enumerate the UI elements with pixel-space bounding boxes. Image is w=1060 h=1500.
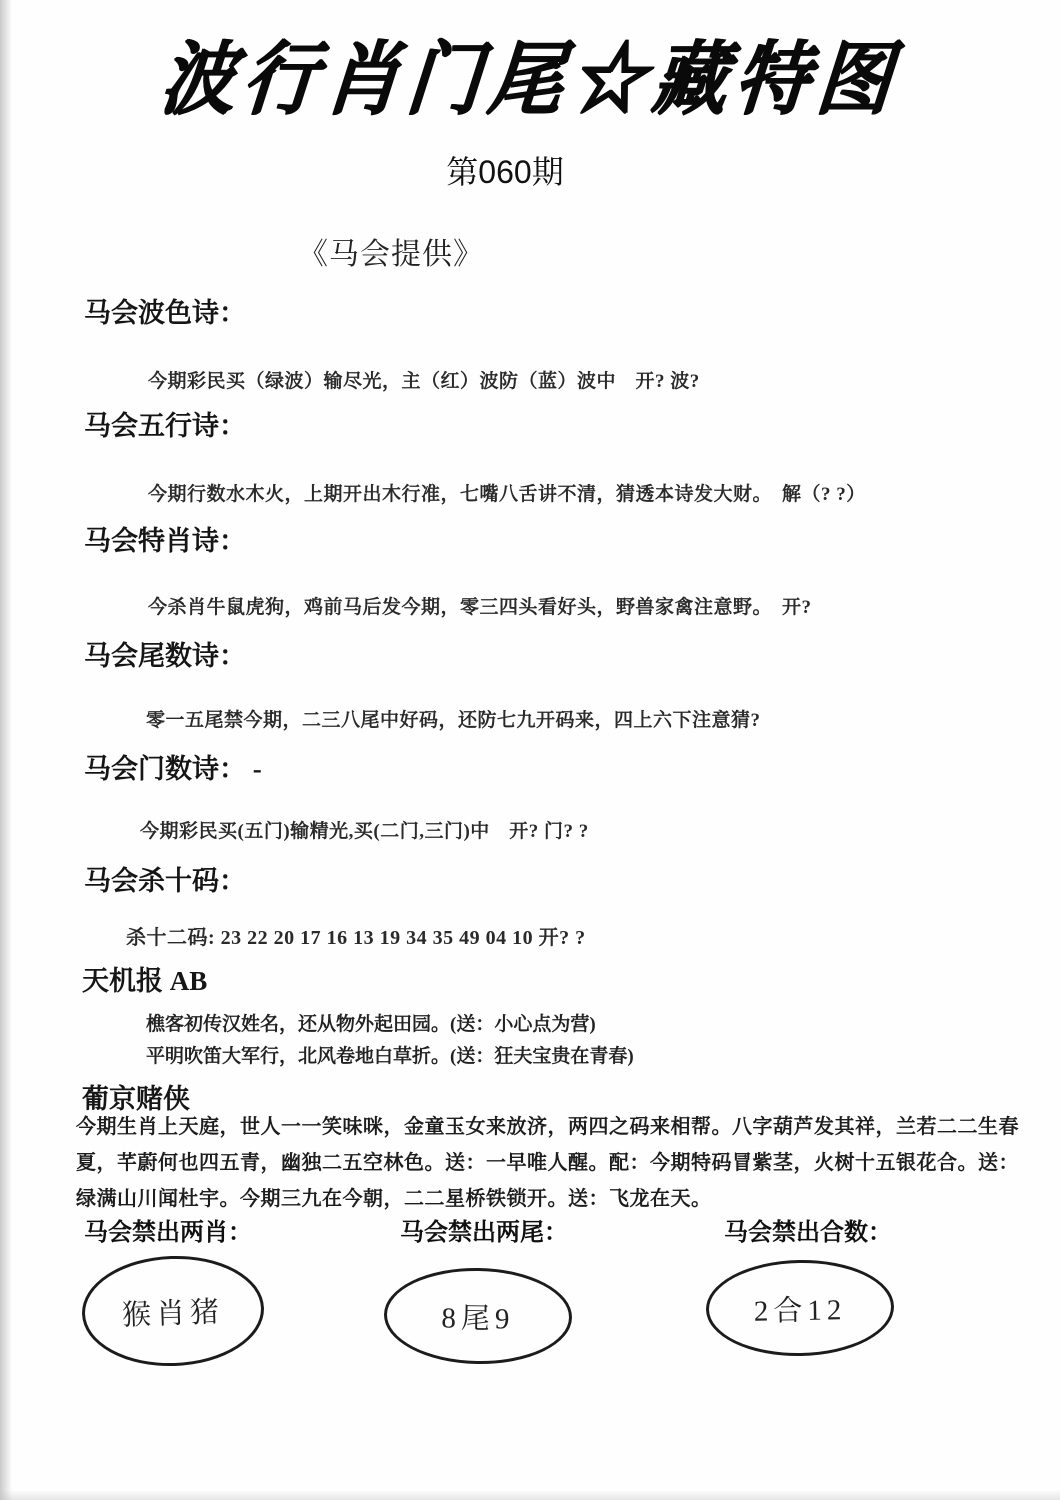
section-heading-shashima: 马会杀十码：: [84, 866, 246, 896]
issue-number: 第060期: [446, 154, 564, 190]
forbidden-zodiac-ellipse: [80, 1253, 266, 1369]
forbidden-tails-ellipse: [383, 1266, 573, 1365]
section-poem-bose: 今期彩民买（绿波）输尽光，主（红）波防（蓝）波中 开? 波?: [148, 371, 700, 392]
provider-note: 《马会提供》: [298, 238, 484, 271]
section-poem-menshu: 今期彩民买(五门)输精光,买(二门,三门)中 开? 门? ?: [140, 821, 589, 842]
section-heading-bose: 马会波色诗：: [84, 298, 246, 328]
section-heading-texiao: 马会特肖诗：: [84, 526, 246, 556]
section-heading-weishu: 马会尾数诗：: [84, 641, 246, 671]
pujing-paragraph-line-1: 今期生肖上天庭，世人一一笑味咪，金童玉女来放济，两四之码来相帮。八字葫芦发其祥，兰若二二生春: [76, 1116, 1019, 1138]
tianji-line-b: 平明吹笛大军行，北风卷地白草折。(送：狂夫宝贵在青春): [146, 1046, 634, 1067]
pujing-heading: 葡京赌侠: [82, 1084, 190, 1114]
section-poem-weishu: 零一五尾禁今期，二三八尾中好码，还防七九开码来，四上六下注意猜?: [146, 710, 761, 731]
forbidden-zodiac-label: 马会禁出两肖：: [84, 1220, 252, 1246]
page-title: 波行肖门尾☆藏特图: [156, 36, 903, 125]
pujing-paragraph-line-2: 夏，芊蔚何也四五青，幽独二五空林色。送：一早唯人醒。配：今期特码冒紫茎，火树十五银花合。送：: [76, 1152, 1019, 1174]
section-poem-texiao: 今杀肖牛鼠虎狗，鸡前马后发今期，零三四头看好头，野兽家禽注意野。 开?: [148, 597, 812, 618]
bottom-scan-artifact: [0, 1490, 1060, 1500]
forbidden-zodiac-value: 猴肖猪: [121, 1295, 225, 1332]
pujing-paragraph-line-3: 绿满山川闻杜宇。今期三九在今朝，二二星桥铁锁开。送：飞龙在天。: [76, 1188, 712, 1210]
section-heading-menshu: 马会门数诗： -: [84, 754, 262, 784]
section-poem-wuxing: 今期行数水木火，上期开出木行准，七嘴八舌讲不清，猜透本诗发大财。 解（? ?）: [148, 484, 866, 505]
section-kill-numbers-line: 杀十二码: 23 22 20 17 16 13 19 34 35 49 04 10 开? ?: [126, 927, 586, 949]
section-heading-wuxing: 马会五行诗：: [84, 411, 246, 441]
forbidden-sum-label: 马会禁出合数：: [724, 1220, 892, 1246]
forbidden-sum-ellipse: [705, 1258, 895, 1357]
forbidden-tails-value: 8尾9: [441, 1301, 515, 1336]
left-scan-artifact: [0, 0, 12, 1500]
forbidden-tails-label: 马会禁出两尾：: [400, 1220, 568, 1246]
tianji-line-a: 樵客初传汉姓名，还从物外起田园。(送：小心点为营): [146, 1014, 596, 1035]
tianji-heading: 天机报 AB: [82, 966, 208, 996]
forbidden-sum-value: 2合12: [753, 1293, 847, 1328]
